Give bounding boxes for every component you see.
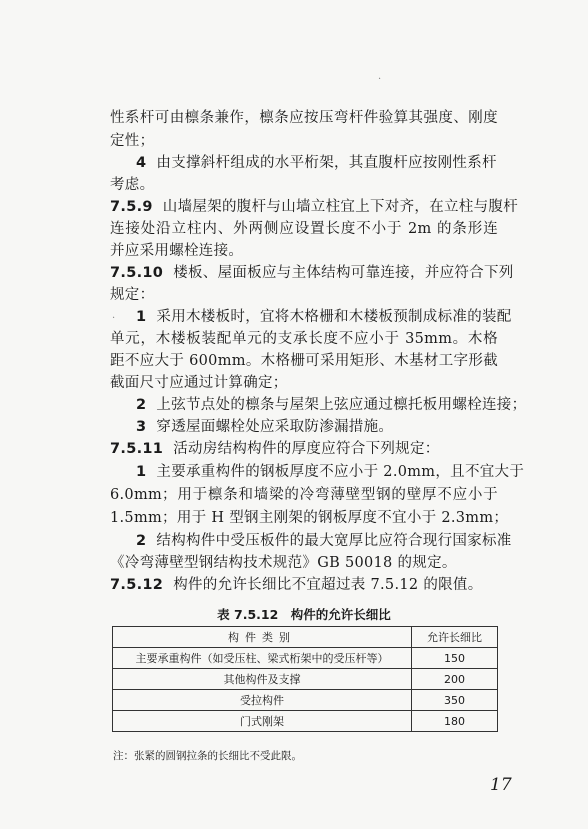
item-number: 4	[136, 155, 147, 171]
clause-text: 山墙屋架的腹杆与山墙立柱宜上下对齐，在立柱与腹杆	[162, 199, 518, 215]
list-item	[136, 531, 512, 551]
clause	[110, 439, 498, 459]
table-row	[113, 648, 498, 669]
item-text: 上弦节点处的檩条与屋架上弦应通过檩托板用螺栓连接；	[156, 397, 527, 413]
table-cell: 180	[412, 711, 498, 732]
text-line: 定性；	[110, 133, 155, 149]
list-item	[136, 395, 527, 415]
table-cell: 200	[412, 669, 498, 690]
item-number: 1	[136, 464, 147, 480]
table-row	[113, 690, 498, 711]
list-item	[136, 417, 498, 437]
text-line: 连接处沿立柱内、外两侧应设置长度不小于 2m 的条形连	[110, 221, 498, 237]
item-number: 2	[136, 397, 147, 413]
text-line: 距不应大于 600mm。木格栅可采用矩形、木基材工字形截	[110, 353, 498, 369]
list-item	[136, 307, 512, 327]
clause-text: 活动房结构构件的厚度应符合下列规定：	[173, 441, 440, 457]
text-line: 6.0mm；用于檩条和墙梁的冷弯薄壁型钢的壁厚不应小于	[110, 487, 498, 503]
text-line: 并应采用螺栓连接。	[110, 243, 244, 259]
clause-text: 楼板、屋面板应与主体结构可靠连接，并应符合下列	[173, 265, 514, 281]
item-number: 1	[136, 309, 147, 325]
table-title: 表 7.5.12 构件的允许长细比	[217, 607, 391, 622]
table-cell: 受拉构件	[113, 690, 412, 711]
clause-text: 构件的允许长细比不宜超过表 7.5.12 的限值。	[173, 577, 483, 593]
text-line: 考虑。	[110, 177, 155, 193]
text-line: 《冷弯薄壁型钢结构技术规范》GB 50018 的规定。	[110, 555, 457, 571]
table-row	[113, 711, 498, 732]
text-line: 性系杆可由檩条兼作，檩条应按压弯杆件验算其强度、刚度	[110, 110, 498, 126]
table-header-cell: 构件类别	[113, 627, 412, 648]
clause-number: 7.5.12	[110, 577, 164, 593]
clause	[110, 575, 498, 595]
table-cell: 门式刚架	[113, 711, 412, 732]
page-number: 17	[490, 775, 512, 795]
table-note: 注：张紧的圆钢拉条的长细比不受此限。	[113, 750, 302, 762]
item-text: 采用木楼板时，宜将木格栅和木楼板预制成标准的装配	[156, 309, 512, 325]
text-line: 单元，木楼板装配单元的支承长度不应小于 35mm。木格	[110, 331, 498, 347]
slenderness-table	[112, 626, 498, 732]
item-text: 主要承重构件的钢板厚度不应小于 2.0mm，且不宜大于	[156, 464, 525, 480]
table-row	[113, 669, 498, 690]
item-text: 结构构件中受压板件的最大宽厚比应符合现行国家标准	[156, 533, 512, 549]
scan-dot: ·	[112, 313, 116, 324]
text-line: 1.5mm；用于 H 型钢主刚架的钢板厚度不宜小于 2.3mm；	[110, 510, 509, 526]
table-cell: 主要承重构件（如受压柱、梁式桁架中的受压杆等）	[113, 648, 412, 669]
item-text: 由支撑斜杆组成的水平桁架，其直腹杆应按刚性系杆	[156, 155, 497, 171]
item-text: 穿透屋面螺栓处应采取防渗漏措施。	[156, 419, 394, 435]
item-number: 2	[136, 533, 147, 549]
table-cell: 其他构件及支撑	[113, 669, 412, 690]
table-header-cell: 允许长细比	[412, 627, 498, 648]
text-line: 规定：	[110, 287, 155, 303]
list-item	[136, 462, 525, 482]
clause	[110, 263, 514, 283]
scan-dot: ·	[378, 74, 382, 85]
table-cell: 150	[412, 648, 498, 669]
table-cell: 350	[412, 690, 498, 711]
clause-number: 7.5.10	[110, 265, 164, 281]
list-item	[136, 153, 498, 173]
text-line: 截面尺寸应通过计算确定；	[110, 375, 288, 391]
clause-number: 7.5.11	[110, 441, 164, 457]
table-header-row	[113, 627, 498, 648]
item-number: 3	[136, 419, 147, 435]
clause-number: 7.5.9	[110, 199, 153, 215]
clause	[110, 197, 518, 217]
